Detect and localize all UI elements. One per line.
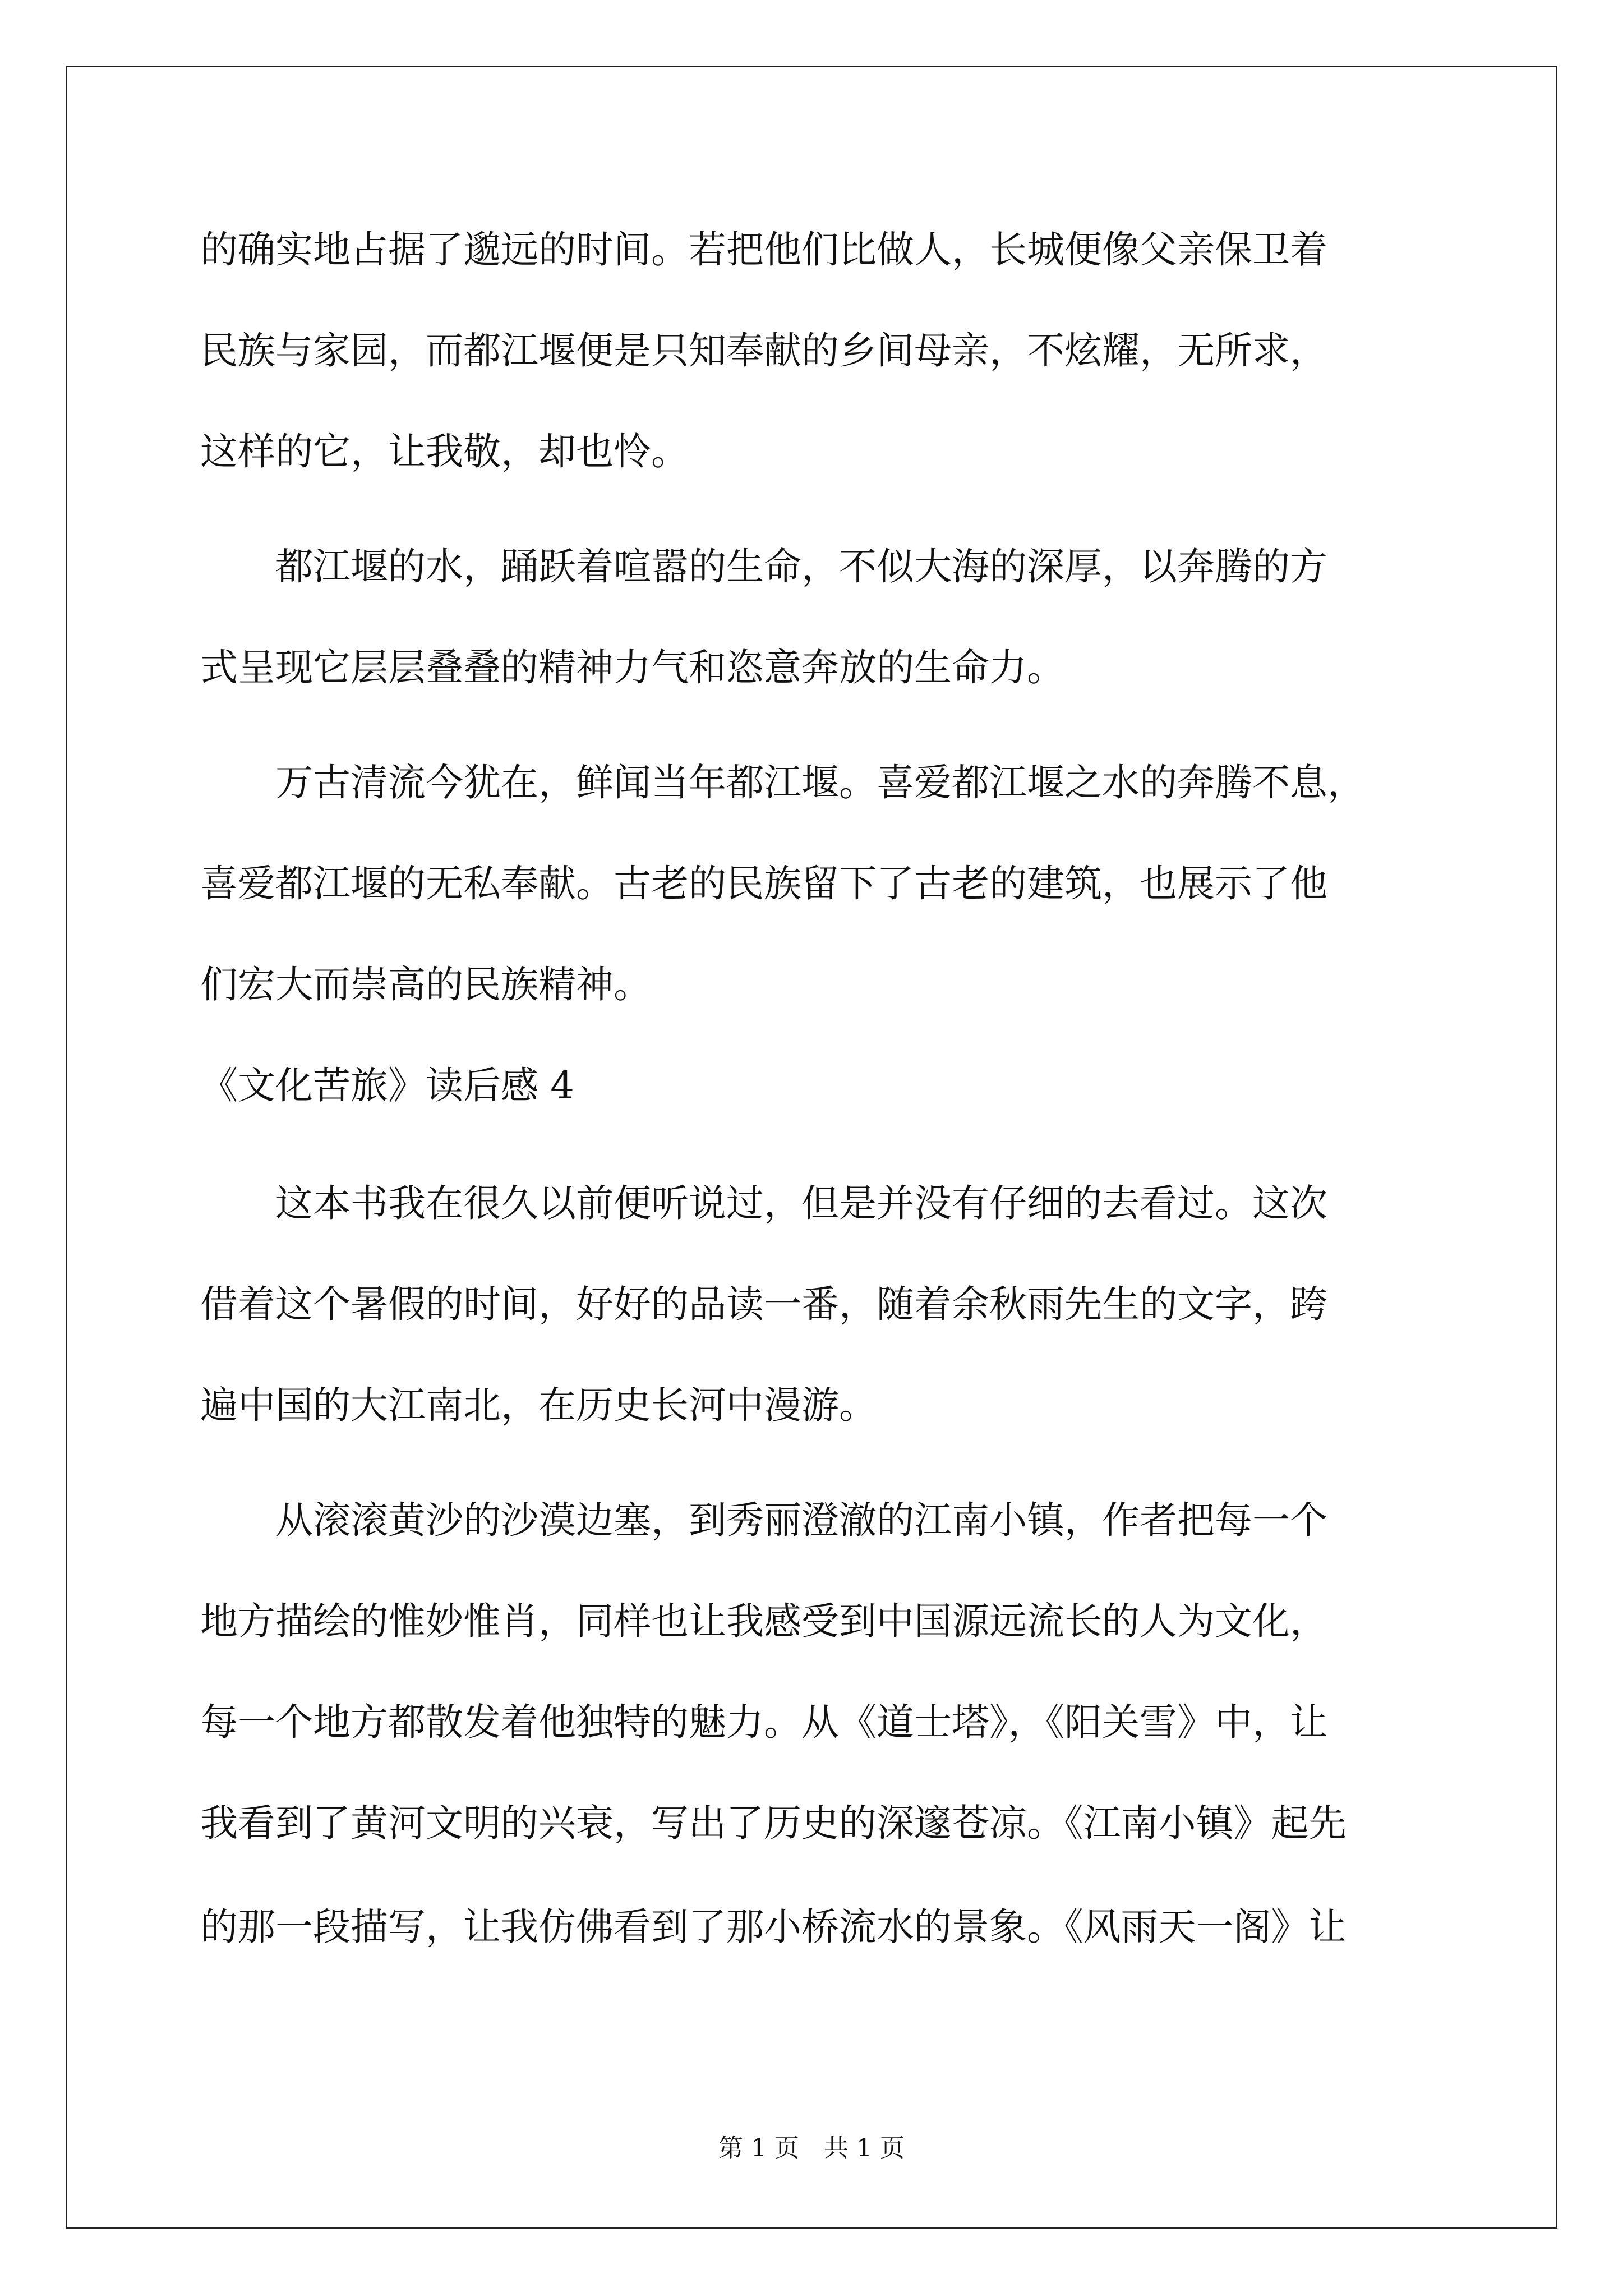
paragraph-line: 喜爱都江堰的无私奉献。古老的民族留下了古老的建筑，也展示了他 [200, 862, 1327, 905]
paragraph-line: 每一个地方都散发着他独特的魅力。从《道士塔》，《阳关雪》中，让 [200, 1700, 1327, 1744]
paragraph-line: 万古清流今犹在，鲜闻当年都江堰。喜爱都江堰之水的奔腾不息， [200, 761, 1365, 804]
paragraph-line: 遍中国的大江南北，在历史长河中漫游。 [200, 1383, 877, 1427]
page-number-footer: 第 1 页 共 1 页 [718, 2134, 905, 2162]
paragraph-line: 这样的它，让我敬，却也怜。 [200, 430, 689, 473]
section-heading: 《文化苦旅》读后感 4 [200, 1064, 574, 1107]
paragraph-line: 这本书我在很久以前便听说过，但是并没有仔细的去看过。这次 [200, 1181, 1327, 1225]
paragraph-line: 式呈现它层层叠叠的精神力气和恣意奔放的生命力。 [200, 646, 1064, 689]
paragraph-line: 民族与家园，而都江堰便是只知奉献的乡间母亲，不炫耀，无所求， [200, 329, 1327, 372]
paragraph-line: 我看到了黄河文明的兴衰，写出了历史的深邃苍凉。《江南小镇》起先 [200, 1801, 1347, 1845]
paragraph-line: 从滚滚黄沙的沙漠边塞，到秀丽澄澈的江南小镇，作者把每一个 [200, 1498, 1327, 1542]
paragraph-line: 都江堰的水，踊跃着喧嚣的生命，不似大海的深厚，以奔腾的方 [200, 545, 1327, 588]
paragraph-line: 的那一段描写，让我仿佛看到了那小桥流水的景象。《风雨天一阁》让 [200, 1905, 1347, 1949]
paragraph-line: 地方描绘的惟妙惟肖，同样也让我感受到中国源远流长的人为文化， [200, 1599, 1327, 1643]
paragraph-line: 的确实地占据了邈远的时间。若把他们比做人，长城便像父亲保卫着 [200, 228, 1327, 272]
paragraph-line: 们宏大而崇高的民族精神。 [200, 963, 651, 1006]
paragraph-line: 借着这个暑假的时间，好好的品读一番，随着余秋雨先生的文字，跨 [200, 1282, 1327, 1326]
